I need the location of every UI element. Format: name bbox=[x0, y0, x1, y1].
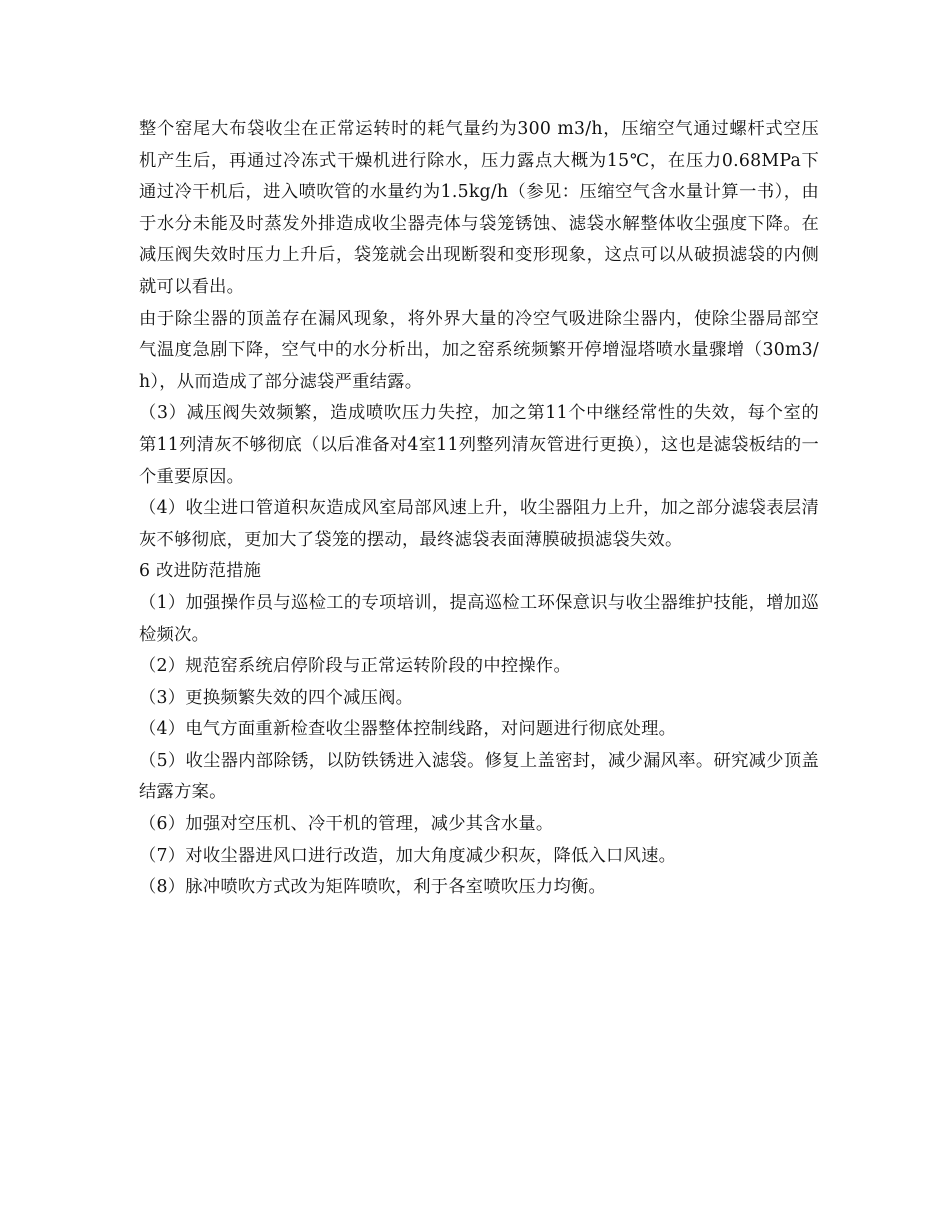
measure-item-7: （7）对收尘器进风口进行改造，加大角度减少积灰，降低入口风速。 bbox=[139, 845, 677, 866]
section-heading: 6 改进防范措施 bbox=[139, 561, 262, 582]
measure-item-8: （8）脉冲喷吹方式改为矩阵喷吹，利于各室喷吹压力均衡。 bbox=[139, 877, 607, 898]
measure-item-3: （3）更换频繁失效的四个减压阀。 bbox=[139, 687, 414, 708]
paragraph-inlet-dust-accumulation: （4）收尘进口管道积灰造成风室局部风速上升，收尘器阻力上升，加之部分滤袋表层清灰不够彻底，更加大了袋笼的摆动，最终滤袋表面薄膜破损滤袋失效。 bbox=[139, 498, 819, 550]
document-body bbox=[139, 114, 819, 904]
measure-item-5: （5）收尘器内部除锈，以防铁锈进入滤袋。修复上盖密封，减少漏风率。研究减少顶盖结露方案。 bbox=[139, 750, 819, 803]
measure-item-1: （1）加强操作员与巡检工的专项培训，提高巡检工环保意识与收尘器维护技能，增加巡检频次。 bbox=[139, 592, 819, 645]
measure-item-6: （6）加强对空压机、冷干机的管理，减少其含水量。 bbox=[139, 814, 554, 835]
paragraph-compressed-air-moisture: 整个窑尾大布袋收尘在正常运转时的耗气量约为300 m3/h，压缩空气通过螺杆式空压机产生后，再通过冷冻式干燥机进行除水，压力露点大概为15℃，在压力0.68MPa下通过冷干机后，进入喷吹管的水量约为1.5kg/h（参见：压缩空气含水量计算一书），由于水分未能及时蒸发外排造成收尘器壳体与袋笼锈蚀、滤袋水解整体收尘强度下降。在减压阀失效时压力上升后，袋笼就会出现断裂和变形现象，这点可以从破损滤袋的内侧就可以看出。 bbox=[139, 119, 819, 297]
paragraph-air-leak-condensation: 由于除尘器的顶盖存在漏风现象，将外界大量的冷空气吸进除尘器内，使除尘器局部空气温度急剧下降，空气中的水分析出，加之窑系统频繁开停增湿塔喷水量骤增（30m3/h），从而造成了部分滤袋严重结露。 bbox=[139, 308, 819, 392]
measure-item-2: （2）规范窑系统启停阶段与正常运转阶段的中控操作。 bbox=[139, 656, 571, 677]
paragraph-pressure-valve-failure: （3）减压阀失效频繁，造成喷吹压力失控，加之第11个中继经常性的失效，每个室的第11列清灰不够彻底（以后准备对4室11列整列清灰管进行更换），这也是滤袋板结的一个重要原因。 bbox=[139, 403, 819, 487]
measure-item-4: （4）电气方面重新检查收尘器整体控制线路，对问题进行彻底处理。 bbox=[139, 719, 677, 740]
